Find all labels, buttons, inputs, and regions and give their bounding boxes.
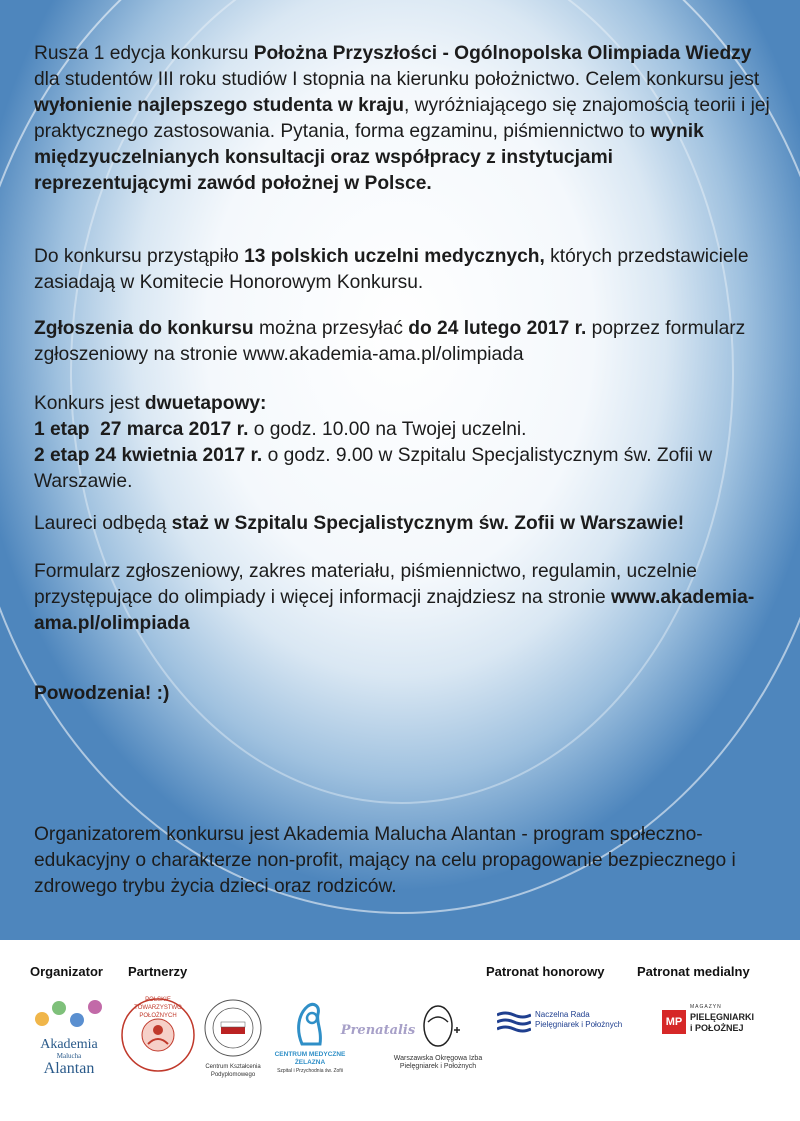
- ama-word-1: Akademia: [40, 1037, 98, 1052]
- deadline-text: poprzez formularz zgłoszeniowy na stronie www.akademia-ama.pl/olimpiada: [34, 318, 746, 365]
- universities-text: Do konkursu przystąpiło: [34, 246, 245, 267]
- universities-count: 13 polskich uczelni medycznych,: [244, 246, 545, 267]
- deadline-text: można przesyłać: [253, 318, 409, 339]
- woipip-line-2: Pielęgniarek i Położnych: [399, 1063, 477, 1070]
- cmz-figure-icon: [272, 1000, 348, 1046]
- deadline-date: do 24 lutego 2017 r.: [408, 318, 587, 339]
- nipip-line-1: Naczelna Rada: [535, 1010, 590, 1019]
- good-luck-label: Powodzenia! :): [34, 683, 170, 704]
- deadline-paragraph: [34, 316, 774, 368]
- universities-paragraph: [34, 244, 774, 296]
- good-luck-text: [34, 681, 169, 707]
- ama-word-2: Malucha: [56, 1052, 82, 1060]
- ama-word-3: Alantan: [43, 1060, 95, 1077]
- intro-paragraph: [34, 41, 774, 197]
- ama-circles-icon: [28, 996, 110, 1032]
- partners-label: Partnerzy: [128, 964, 188, 979]
- laureates-text: Laureci odbędą: [34, 513, 172, 534]
- ptp-logo: [118, 994, 198, 1076]
- magazyn-label: MAGAZYN: [690, 1004, 722, 1010]
- form-info-paragraph: [34, 559, 774, 637]
- stages-text: Konkurs jest: [34, 393, 145, 414]
- stages-count: dwuetapowy:: [144, 393, 267, 414]
- laureates-paragraph: [34, 511, 684, 537]
- internship-highlight: staż w Szpitalu Specjalistycznym św. Zofii w Warszawie!: [171, 513, 685, 534]
- organizer-note: Organizatorem konkursu jest Akademia Malucha Alantan - program społeczno-edukacyjny o charakterze non-profit, mający na celu propagowanie bezpiecznego i zdrowego trybu życia dzieci oraz rodziców.: [34, 824, 736, 897]
- goal-highlight: wyłonienie najlepszego studenta w kraju: [34, 95, 404, 116]
- nipip-line-2: Pielęgniarek i Położnych: [535, 1020, 623, 1029]
- form-info-text: Formularz zgłoszeniowy, zakres materiału, piśmiennictwo, regulamin, uczelnie przystępujące do olimpiady i więcej informacji znajdziesz na stronie: [34, 561, 697, 608]
- stage-2-details: o godz. 9.00 w Szpitalu Specjalistycznym św. Zofii w Warszawie.: [34, 445, 713, 492]
- website-link[interactable]: www.akademia-ama.pl/olimpiada: [34, 587, 755, 634]
- magazyn-title-2: i POŁOŻNEJ: [690, 1023, 744, 1033]
- cmz-subtitle: Szpital i Przychodnia św. Zofii: [277, 1068, 343, 1074]
- universities-text: których przedstawiciele zasiadają w Komitecie Honorowym Konkursu.: [34, 246, 749, 293]
- stage-1-details: o godz. 10.00 na Twojej uczelni.: [248, 419, 527, 440]
- organizer-label: Organizator: [30, 964, 103, 979]
- stages-paragraph: [34, 391, 774, 495]
- media-patronage-label: Patronat medialny: [637, 964, 750, 979]
- intro-text: dla studentów III roku studiów I stopnia na kierunku położnictwo. Celem konkursu jest: [34, 69, 760, 90]
- cmz-name: CENTRUM MEDYCZNE ŻELAZNA: [274, 1051, 346, 1066]
- magazyn-logo: [662, 1004, 762, 1044]
- nipip-text: [535, 1010, 622, 1030]
- centrum-ksztalcenia-logo: [200, 998, 266, 1078]
- honorary-patronage-label: Patronat honorowy: [486, 964, 605, 979]
- magazyn-title-1: PIELĘGNIARKI: [690, 1012, 755, 1022]
- prenatalis-wordmark: Prenatalis: [340, 1023, 416, 1038]
- ck-name: Centrum Kształcenia Podyplomowego: [205, 1064, 261, 1078]
- stage-1-date: 1 etap 27 marca 2017 r.: [34, 419, 249, 440]
- akademia-malucha-logo: [28, 996, 110, 1076]
- ck-seal-icon: [200, 998, 266, 1058]
- intro-text: Rusza 1 edycja konkursu: [34, 43, 254, 64]
- centrum-medyczne-zelazna-logo: [272, 1000, 348, 1074]
- woipip-nurse-icon: [392, 1002, 484, 1050]
- naczelna-rada-logo: [497, 1008, 631, 1038]
- consultation-highlight: wynik międzyuczelnianych konsultacji oraz współpracy z instytucjami reprezentującymi zawód położnej w Polsce.: [34, 121, 704, 194]
- woipip-line-1: Warszawska Okręgowa Izba: [393, 1055, 483, 1062]
- applications-label: Zgłoszenia do konkursu: [34, 318, 254, 339]
- ptp-name: POLSKIE TOWARZYSTWO POŁOŻNYCH: [134, 997, 182, 1019]
- intro-text: , wyróżniającego się znajomością teorii i jej praktycznego zastosowania. Pytania, forma egzaminu, piśmiennictwo to: [34, 95, 770, 142]
- sponsor-footer: [0, 940, 800, 1121]
- magazyn-badge: MP: [662, 1010, 686, 1034]
- contest-name: Położna Przyszłości - Ogólnopolska Olimpiada Wiedzy: [253, 43, 752, 64]
- stage-2-date: 2 etap 24 kwietnia 2017 r.: [34, 445, 263, 466]
- nipip-waves-icon: [497, 1010, 531, 1034]
- woipip-logo: [392, 1002, 484, 1074]
